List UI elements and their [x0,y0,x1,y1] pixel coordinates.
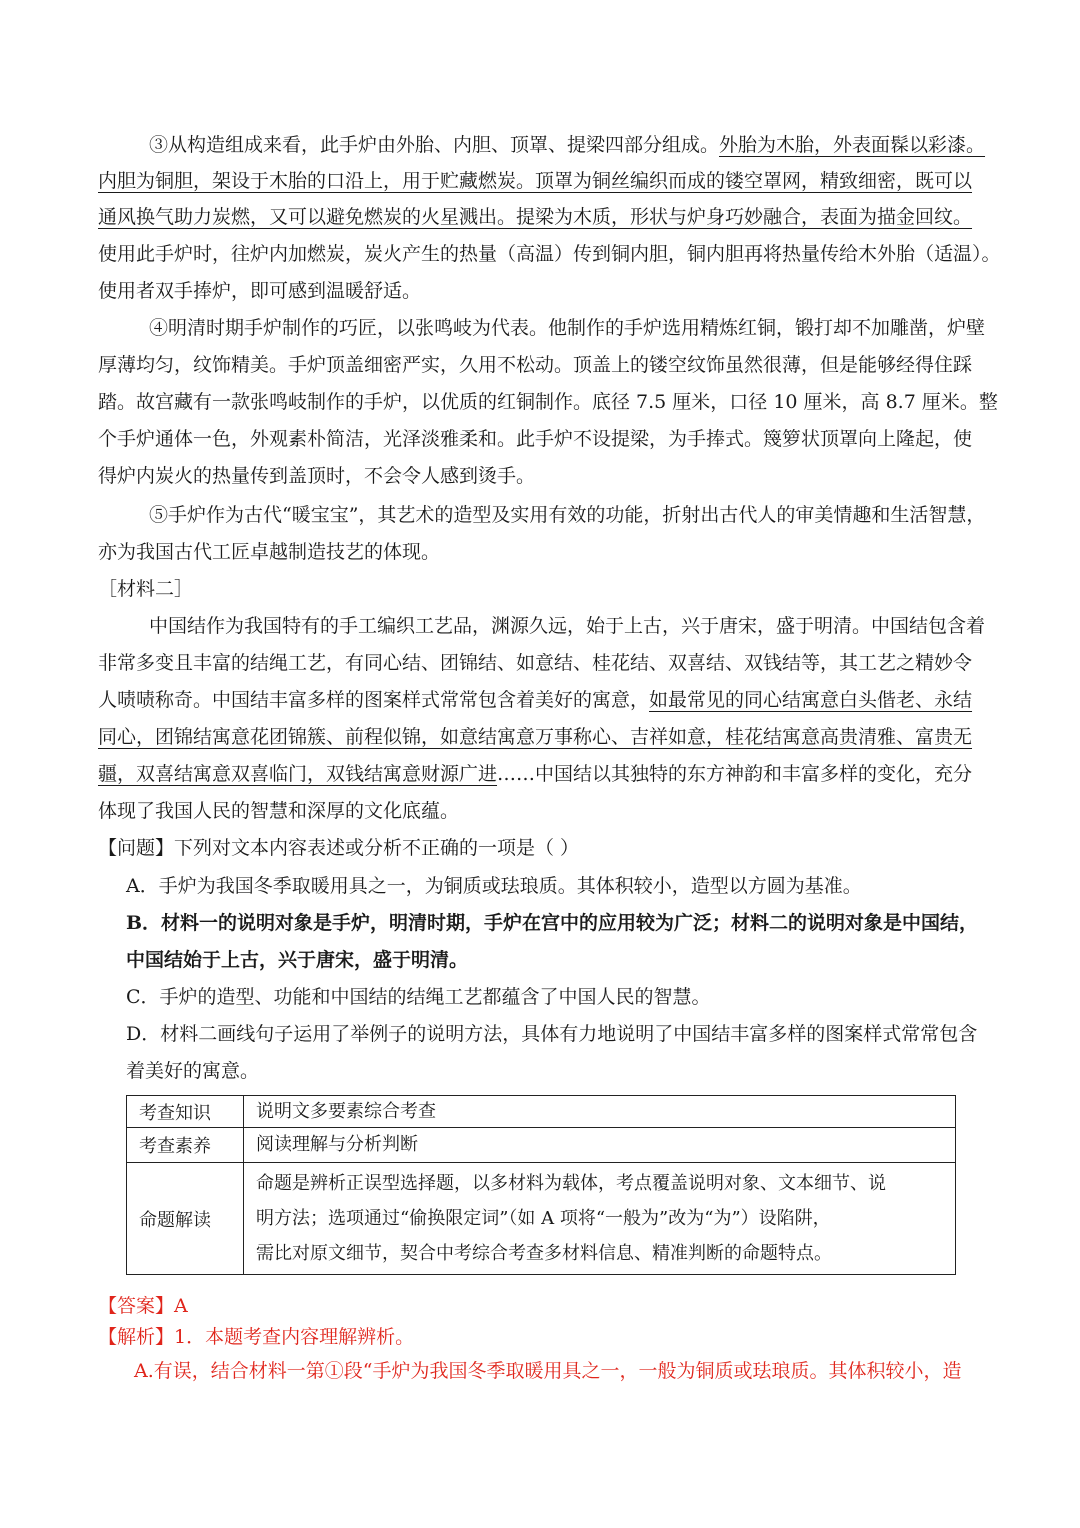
analysis-text: 1．本题考查内容理解辨析。 [174,1326,415,1348]
m2-line-1: 中国结作为我国特有的手工编织工艺品，渊源久远，始于上古，兴于唐宋，盛于明清。中国结包含着 [149,615,986,637]
table-key-interpretation: 命题解读 [127,1163,244,1275]
answer-label: 【答案】 [98,1295,175,1317]
p3-line-1-text: ③从构造组成来看，此手炉由外胎、内胆、顶罩、提梁四部分组成。 [149,134,720,156]
m2-line-3-underlined: 如最常见的同心结寓意白头偕老、永结 [649,689,973,711]
table-row [127,1128,956,1163]
material2-heading: ［材料二］ [98,578,194,600]
p4-line-3: 踏。故宫藏有一款张鸣岐制作的手炉，以优质的红铜制作。底径 7.5 厘米，口径 10 厘米，高 8.7 厘米。整 [98,391,998,413]
m2-line-5-text: ……中国结以其独特的东方神韵和丰富多样的变化，充分 [497,763,973,785]
analysis-line [98,1325,414,1349]
answer-line [98,1294,188,1318]
p3-line-3: 通风换气助力炭燃，又可以避免燃炭的火星溅出。提梁为木质，形状与炉身巧妙融合，表面为描金回纹。 [98,206,973,228]
m2-line-5 [98,762,972,786]
p4-line-2: 厚薄均匀，纹饰精美。手炉顶盖细密严实，久用不松动。顶盖上的镂空纹饰虽然很薄，但是能够经得住踩 [98,354,973,376]
table-row [127,1096,956,1128]
analysis-label: 【解析】 [98,1326,175,1348]
m2-line-4: 同心，团锦结寓意花团锦簇、前程似锦，如意结寓意万事称心、吉祥如意，桂花结寓意高贵清雅、富贵无 [98,726,973,748]
table-key-knowledge: 考查知识 [127,1096,244,1128]
option-d-line-2: 着美好的寓意。 [126,1060,260,1082]
interpretation-line-1: 命题是辨析正误型选择题，以多材料为载体，考点覆盖说明对象、文本细节、说 [256,1173,886,1194]
analysis-table [126,1095,956,1275]
p4-line-5: 得炉内炭火的热量传到盖顶时，不会令人感到烫手。 [98,465,536,487]
option-c: C．手炉的造型、功能和中国结的结绳工艺都蕴含了中国人民的智慧。 [126,986,711,1008]
p3-line-4: 使用此手炉时，往炉内加燃炭，炭火产生的热量（高温）传到铜内胆，铜内胆再将热量传给木外胎（适温）。 [98,243,1001,265]
analysis-a-line: A.有误，结合材料一第①段“手炉为我国冬季取暖用具之一，一般为铜质或珐琅质。其体积较小，造 [134,1360,962,1382]
p3-line-5: 使用者双手捧炉，即可感到温暖舒适。 [98,280,422,302]
table-value-interpretation [244,1163,956,1275]
option-b-line-1: B．材料一的说明对象是手炉，明清时期，手炉在宫中的应用较为广泛；材料二的说明对象是中国结， [126,912,979,934]
option-b-line-2: 中国结始于上古，兴于唐宋，盛于明清。 [126,949,469,971]
p3-line-2: 内胆为铜胆，架设于木胎的口沿上，用于贮藏燃炭。顶罩为铜丝编织而成的镂空罩网，精致细密，既可以 [98,170,973,192]
table-value-literacy: 阅读理解与分析判断 [244,1128,956,1163]
p5-line-2: 亦为我国古代工匠卓越制造技艺的体现。 [98,541,441,563]
m2-line-6: 体现了我国人民的智慧和深厚的文化底蕴。 [98,800,460,822]
question-stem: 【问题】下列对文本内容表述或分析不正确的一项是（ ） [98,837,580,859]
answer-value: A [174,1295,188,1317]
m2-line-3-text: 人啧啧称奇。中国结丰富多样的图案样式常常包含着美好的寓意， [98,689,650,711]
interpretation-line-3: 需比对原文细节，契合中考综合考查多材料信息、精准判断的命题特点。 [256,1243,832,1264]
p3-line-1 [149,133,985,157]
m2-line-5-underlined: 疆，双喜结寓意双喜临门，双钱结寓意财源广进 [98,763,498,785]
m2-line-3 [98,688,972,712]
p3-line-1-underlined: 外胎为木胎，外表面髹以彩漆。 [719,134,986,156]
option-a: A．手炉为我国冬季取暖用具之一，为铜质或珐琅质。其体积较小，造型以方圆为基准。 [126,875,862,897]
m2-line-2: 非常多变且丰富的结绳工艺，有同心结、团锦结、如意结、桂花结、双喜结、双钱结等，其工艺之精妙令 [98,652,973,674]
p4-line-4: 个手炉通体一色，外观素朴简洁，光泽淡雅柔和。此手炉不设提梁，为手捧式。篾箩状顶罩向上隆起，使 [98,428,973,450]
p5-line-1: ⑤手炉作为古代“暖宝宝”，其艺术的造型及实用有效的功能，折射出古代人的审美情趣和生活智慧， [149,504,986,526]
table-key-literacy: 考查素养 [127,1128,244,1163]
interpretation-line-2: 明方法；选项通过“偷换限定词”（如 A 项将“一般为”改为“为”）设陷阱， [256,1208,831,1229]
p4-line-1: ④明清时期手炉制作的巧匠，以张鸣岐为代表。他制作的手炉选用精炼红铜，锻打却不加雕凿，炉壁 [149,317,986,339]
option-d-line-1: D．材料二画线句子运用了举例子的说明方法，具体有力地说明了中国结丰富多样的图案样式常常包含 [126,1023,978,1045]
table-row [127,1163,956,1275]
table-value-knowledge: 说明文多要素综合考查 [244,1096,956,1128]
